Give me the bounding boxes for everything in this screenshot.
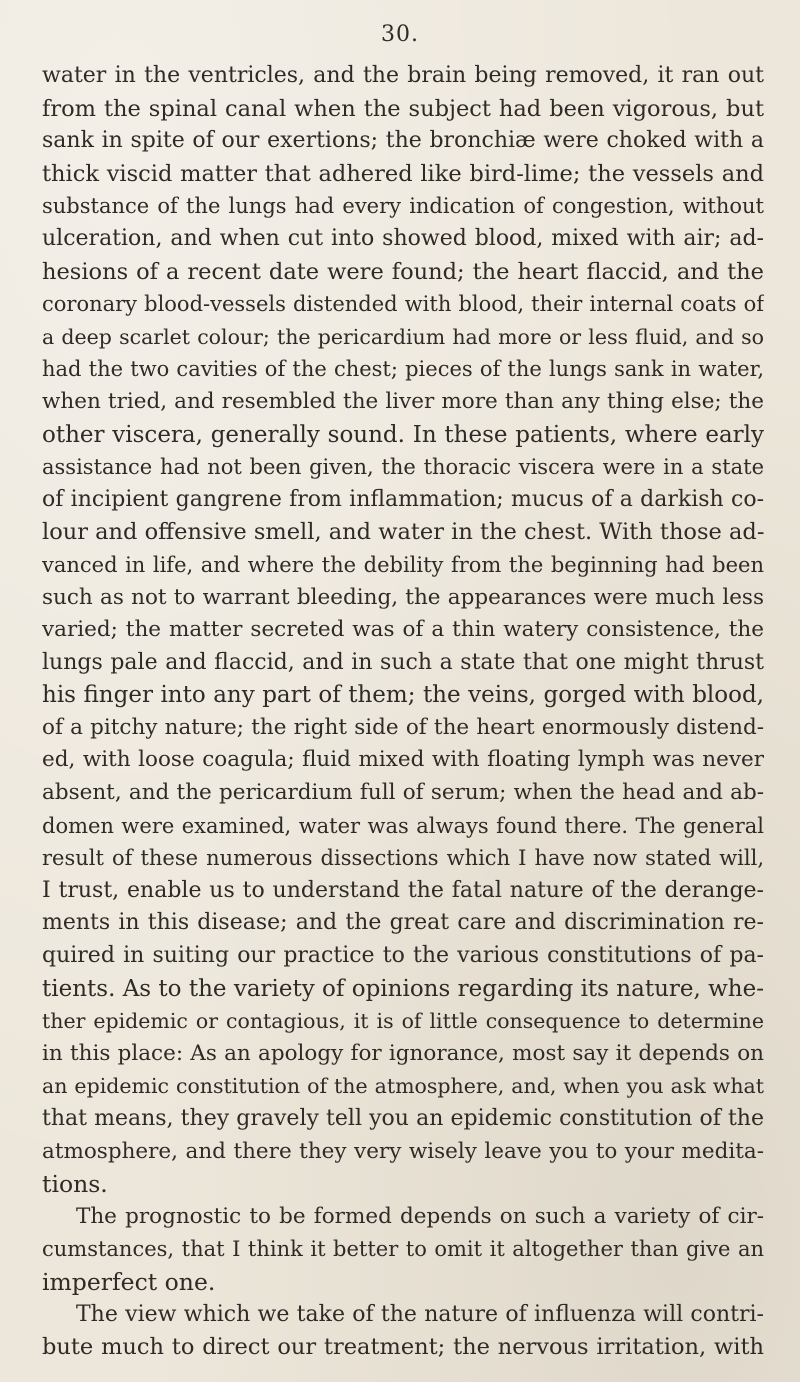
text-line: result of these numerous dissections which I have now stated will, [42,846,764,871]
text-line: hesions of a recent date were found; the heart flaccid, and the [42,258,764,285]
text-line: in this place: As an apology for ignorance, most say it depends on [42,1040,764,1066]
text-line: assistance had not been given, the thoracic viscera were in a state [42,455,764,480]
text-line: The prognostic to be formed depends on such a variety of cir- [76,1203,764,1229]
text-line: atmosphere, and there they very wisely leave you to your medita- [42,1138,764,1164]
text-line: his finger into any part of them; the veins, gorged with blood, [42,682,764,709]
text-line: absent, and the pericardium full of serum; when the head and ab- [42,780,764,806]
text-line: I trust, enable us to understand the fatal nature of the derange- [42,877,764,903]
text-line: coronary blood-vessels distended with blood, their internal coats of [42,292,764,317]
text-line: other viscera, generally sound. In these patients, where early [42,421,764,448]
text-line: varied; the matter secreted was of a thin watery consistence, the [42,617,764,643]
text-line: that means, they gravely tell you an epidemic constitution of the [42,1106,764,1131]
text-line: tions. [42,1170,108,1199]
text-line: tients. As to the variety of opinions regarding its nature, whe- [42,975,764,1002]
text-line: a deep scarlet colour; the pericardium had more or less fluid, and so [42,324,764,349]
text-line: of a pitchy nature; the right side of the heart enormously distend- [42,714,764,740]
text-line: of incipient gangrene from inflammation; mucus of a darkish co- [42,486,764,512]
text-line: from the spinal canal when the subject had been vigorous, but [42,95,764,122]
text-line: bute much to direct our treatment; the nervous irritation, with [42,1334,764,1361]
text-line: The view which we take of the nature of influenza will contri- [76,1301,764,1327]
text-line: such as not to warrant bleeding, the appearances were much less [42,584,764,610]
body-text [42,60,764,1364]
text-line: vanced in life, and where the debility from the beginning had been [42,552,764,577]
text-line: cumstances, that I think it better to omit it altogether than give an [42,1237,764,1262]
text-line: lour and offensive smell, and water in the chest. With those ad- [42,519,764,546]
text-line: thick viscid matter that adhered like bird-lime; the vessels and [42,160,764,187]
page-number: 30. [381,22,419,47]
text-line: had the two cavities of the chest; pieces of the lungs sank in water, [42,357,764,382]
text-line: ther epidemic or contagious, it is of little consequence to determine [42,1009,764,1034]
text-line: when tried, and resembled the liver more than any thing else; the [42,388,764,414]
text-line: ulceration, and when cut into showed blood, mixed with air; ad- [42,225,764,251]
text-line: lungs pale and flaccid, and in such a state that one might thrust [42,649,764,675]
text-line: an epidemic constitution of the atmosphere, and, when you ask what [42,1074,764,1099]
text-line: sank in spite of our exertions; the bronchiæ were choked with a [42,128,764,154]
text-line: water in the ventricles, and the brain being removed, it ran out [42,63,764,88]
text-line: ments in this disease; and the great care and discrimination re- [42,910,764,936]
text-line: domen were examined, water was always found there. The general [42,813,764,838]
text-line: quired in suiting our practice to the various constitutions of pa- [42,943,764,969]
text-line: ed, with loose coagula; fluid mixed with floating lymph was never [42,747,764,773]
text-line: substance of the lungs had every indication of congestion, without [42,194,764,219]
text-line: imperfect one. [42,1267,216,1296]
